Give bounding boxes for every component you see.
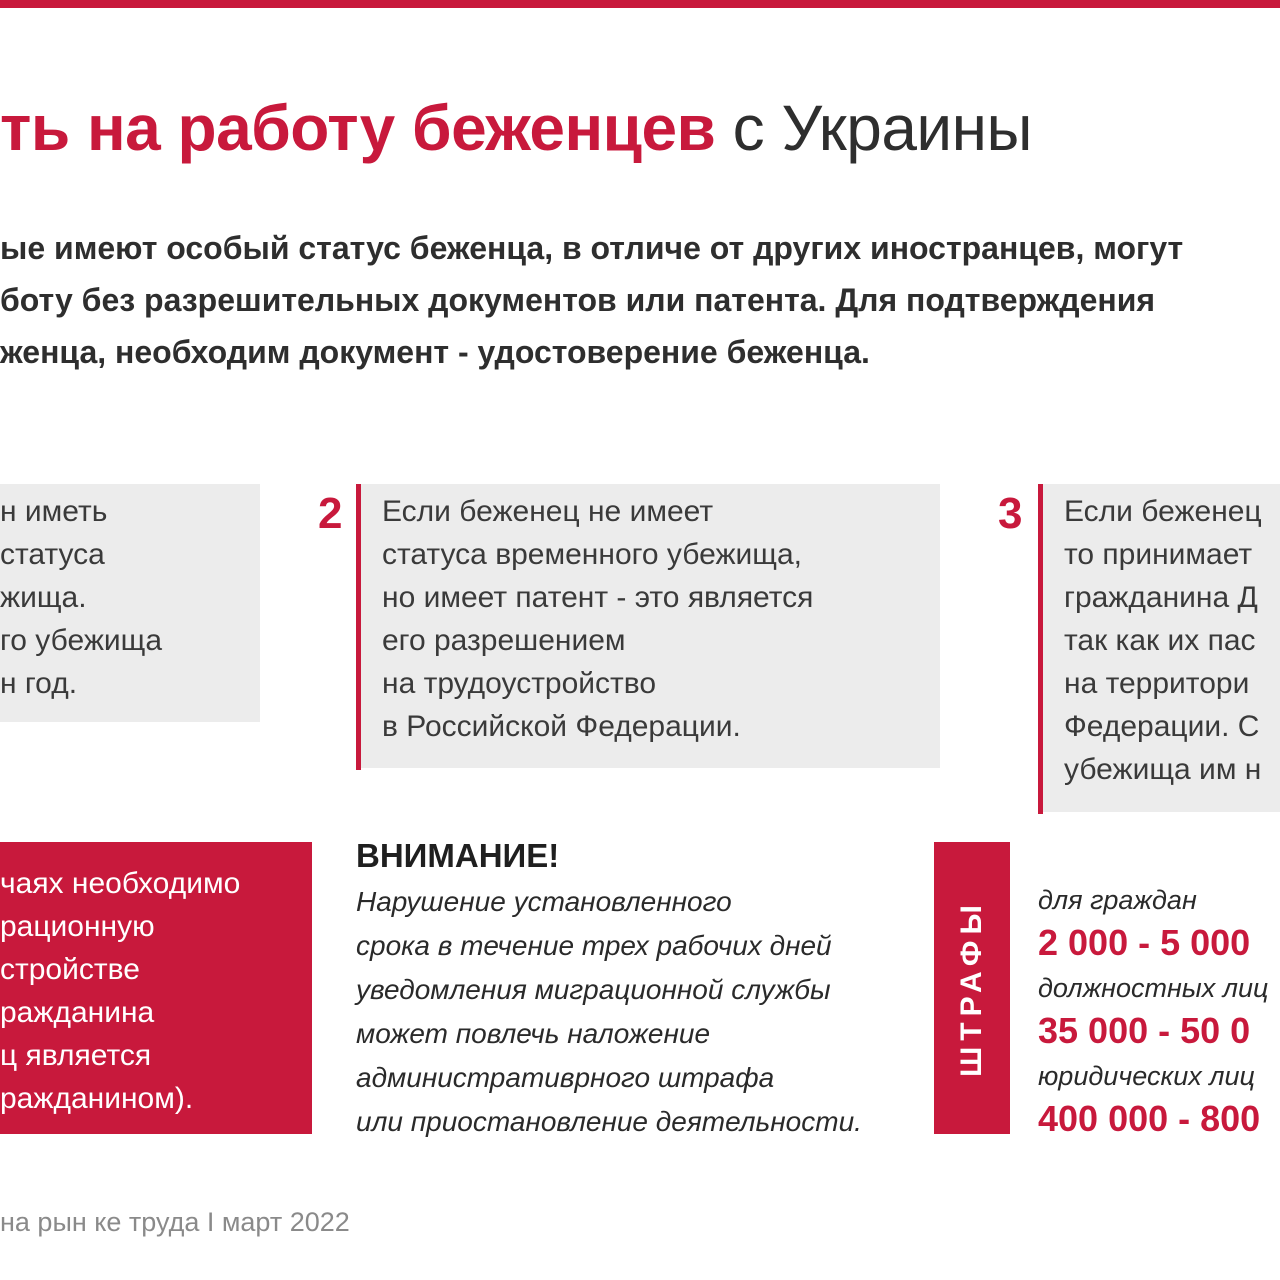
fine-caption-legal-entities: юридических лиц: [1038, 1061, 1255, 1091]
page-title: [0, 88, 1032, 168]
red-note-text: чаях необходимо рационную стройстве ражданина ц является ражданином).: [0, 867, 241, 1115]
footer-source: на рын ке труда I март 2022: [0, 1207, 350, 1237]
card-1-text: н иметь статуса жища. го убежища н год.: [0, 495, 163, 700]
fine-amount-legal-entities: 400 000 - 800: [1038, 1098, 1261, 1139]
fine-amount-citizens: 2 000 - 5 000: [1038, 922, 1251, 963]
fines-label-box: [934, 842, 1010, 1134]
top-accent-bar: [0, 0, 1280, 8]
intro-paragraph: ые имеют особый статус беженца, в отличе от других иностранцев, могут боту без разрешительных документов или патента. Для подтверждения женца, необходим документ - удостоверение беженца.: [0, 230, 1184, 370]
fines-label: ШТРАФЫ: [955, 899, 988, 1077]
attention-title: ВНИМАНИЕ!: [356, 837, 560, 874]
card-3-number: 3: [998, 489, 1023, 538]
card-3-text: Если беженец то принимает гражданина Д так как их пас на территори Федерации. С убежища им н: [1064, 495, 1262, 786]
title-highlight: ть на работу беженцев: [0, 92, 716, 164]
fine-caption-officials: должностных лиц: [1038, 973, 1269, 1003]
fine-caption-citizens: для граждан: [1038, 885, 1197, 915]
fine-amount-officials: 35 000 - 50 0: [1038, 1010, 1251, 1051]
card-2-text: Если беженец не имеет статуса временного убежища, но имеет патент - это является его разрешением на трудоустройство в Российской Федерации.: [382, 495, 814, 743]
card-2-number: 2: [318, 489, 343, 538]
title-rest: с Украины: [715, 92, 1032, 164]
attention-text: Нарушение установленного срока в течение трех рабочих дней уведомления миграционной службы может повлечь наложение административрного штрафа или приостановление деятельности.: [356, 886, 862, 1137]
